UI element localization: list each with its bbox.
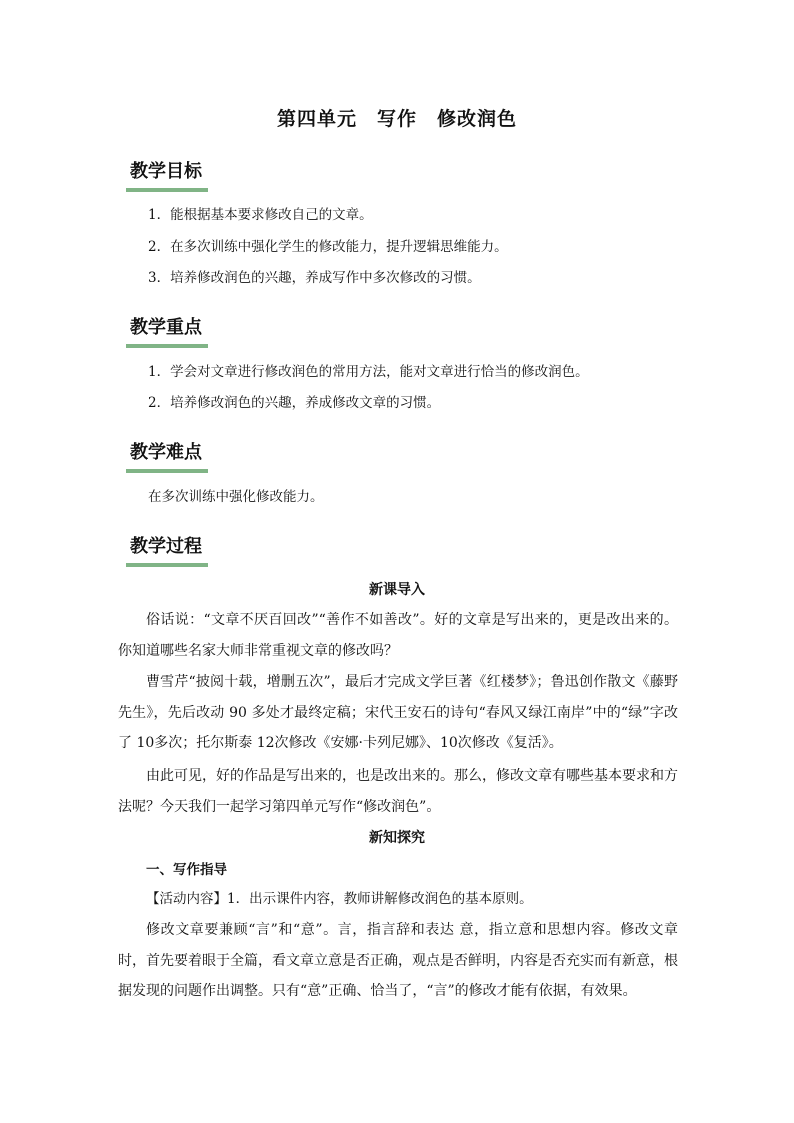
intro-paragraph-3: 由此可见，好的作品是写出来的，也是改出来的。那么，修改文章有哪些基本要求和方法呢？今天我们一起学习第四单元写作“修改润色”。 [118, 768, 678, 815]
objective-item-3: 3．培养修改润色的兴趣，养成写作中多次修改的习惯。 [148, 270, 481, 286]
writing-guidance-heading: 一、写作指导 [146, 862, 227, 878]
intro-heading: 新课导入 [369, 582, 425, 598]
page-title [0, 104, 794, 131]
intro-paragraph-2: 曹雪芹“披阅十载，增删五次”，最后才完成文学巨著《红楼梦》；鲁迅创作散文《藤野先生》，先后改动 90 多处才最终定稿；宋代王安石的诗句“春风又绿江南岸”中的“绿”字改了 10多次；托尔斯泰 12次修改《安娜·卡列尼娜》、10次修改《复活》。 [118, 674, 678, 751]
key-point-item-2: 2．培养修改润色的兴趣，养成修改文章的习惯。 [148, 395, 441, 411]
section-heading-difficulties: 教学难点 [126, 441, 208, 473]
objective-item-1: 1．能根据基本要求修改自己的文章。 [148, 207, 373, 223]
section-heading-process: 教学过程 [126, 535, 208, 567]
objective-item-2: 2．在多次训练中强化学生的修改能力，提升逻辑思维能力。 [148, 239, 508, 255]
explore-heading: 新知探究 [369, 830, 425, 846]
section-heading-key-points: 教学重点 [126, 316, 208, 348]
key-point-item-1: 1．学会对文章进行修改润色的常用方法，能对文章进行恰当的修改润色。 [148, 364, 589, 380]
activity-content: 【活动内容】1．出示课件内容，教师讲解修改润色的基本原则。 [146, 891, 533, 907]
explore-paragraph: 修改文章要兼顾“言”和“意”。言，指言辞和表达 意，指立意和思想内容。修改文章时，首先要着眼于全篇，看文章立意是否正确，观点是否鲜明，内容是否充实而有新意，根据发现的问题作出调整。只有“意”正确、恰当了，“言”的修改才能有依据，有效果。 [118, 922, 678, 999]
difficulty-text: 在多次训练中强化修改能力。 [148, 489, 324, 505]
section-heading-objectives: 教学目标 [126, 160, 208, 192]
page-title-text: 第四单元 写作 修改润色 [276, 108, 517, 130]
intro-paragraph-1: 俗话说：“文章不厌百回改”“善作不如善改”。好的文章是写出来的，更是改出来的。你知道哪些名家大师非常重视文章的修改吗？ [118, 612, 678, 659]
